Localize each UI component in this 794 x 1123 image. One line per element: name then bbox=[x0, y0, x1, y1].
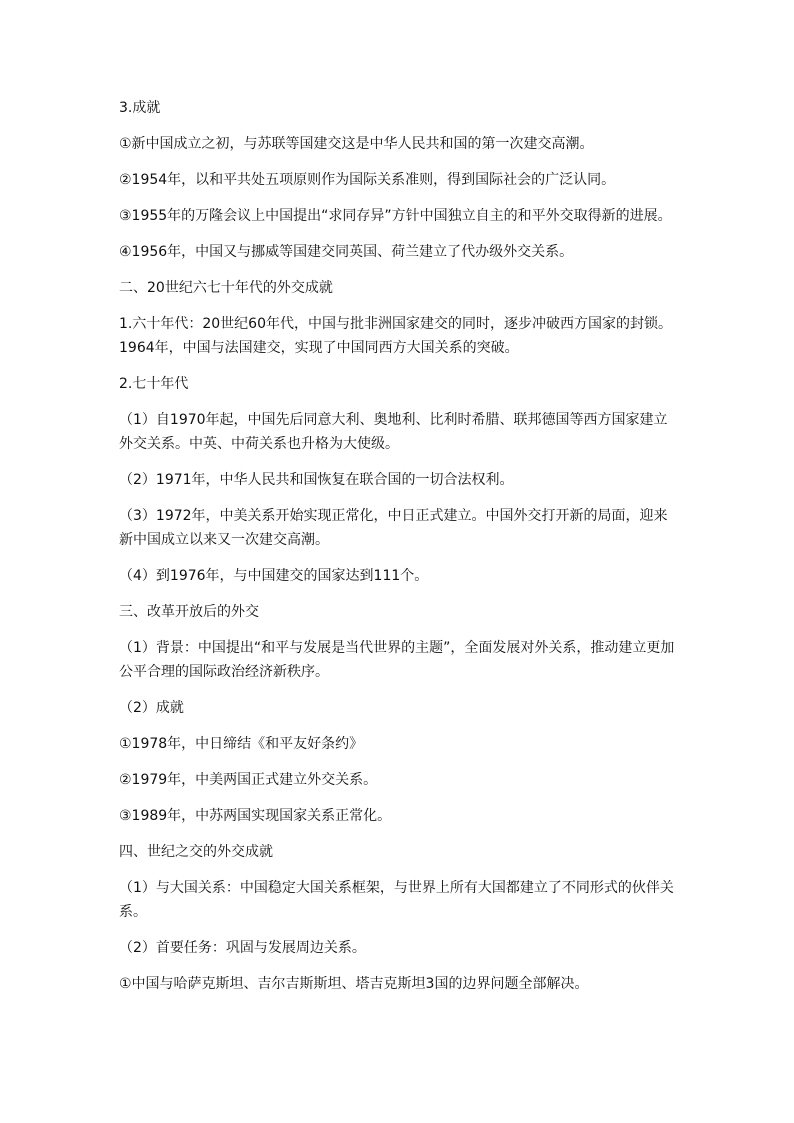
paragraph: ①新中国成立之初，与苏联等国建交这是中华人民共和国的第一次建交高潮。 bbox=[119, 136, 594, 152]
paragraph: （2）首要任务：巩固与发展周边关系。 bbox=[119, 940, 366, 956]
paragraph: ②1954年，以和平共处五项原则作为国际关系准则，得到国际社会的广泛认同。 bbox=[119, 172, 616, 188]
section-heading: 三、改革开放后的外交 bbox=[119, 604, 259, 620]
paragraph: （1）与大国关系：中国稳定大国关系框架，与世界上所有大国都建立了不同形式的伙伴关系。 bbox=[119, 880, 674, 920]
paragraph: （2）1971年，中华人民共和国恢复在联合国的一切合法权利。 bbox=[119, 472, 514, 488]
paragraph: 1.六十年代：20世纪60年代，中国与批非洲国家建交的同时，逐步冲破西方国家的封锁。1964年，中国与法国建交，实现了中国同西方大国关系的突破。 bbox=[119, 316, 672, 356]
paragraph: （4）到1976年，与中国建交的国家达到111个。 bbox=[119, 568, 429, 584]
section-heading: （2）成就 bbox=[119, 700, 184, 716]
paragraph: ③1989年，中苏两国实现国家关系正常化。 bbox=[119, 808, 392, 824]
section-heading: 二、20世纪六七十年代的外交成就 bbox=[119, 280, 333, 296]
paragraph: ③1955年的万隆会议上中国提出“求同存异”方针中国独立自主的和平外交取得新的进展。 bbox=[119, 208, 672, 224]
paragraph: ②1979年，中美两国正式建立外交关系。 bbox=[119, 772, 378, 788]
section-heading: 2.七十年代 bbox=[119, 376, 189, 392]
paragraph: （3）1972年，中美关系开始实现正常化，中日正式建立。中国外交打开新的局面，迎来新中国成立以来又一次建交高潮。 bbox=[119, 508, 668, 548]
section-heading: 四、世纪之交的外交成就 bbox=[119, 844, 273, 860]
paragraph: ①1978年，中日缔结《和平友好条约》 bbox=[119, 736, 364, 752]
paragraph: （1）背景：中国提出“和平与发展是当代世界的主题”，全面发展对外关系，推动建立更加公平合理的国际政治经济新秩序。 bbox=[119, 640, 675, 680]
paragraph: ④1956年，中国又与挪威等国建交同英国、荷兰建立了代办级外交关系。 bbox=[119, 244, 574, 260]
paragraph: ①中国与哈萨克斯坦、吉尔吉斯斯坦、塔吉克斯坦3国的边界问题全部解决。 bbox=[119, 976, 589, 992]
paragraph: （1）自1970年起，中国先后同意大利、奥地利、比利时希腊、联邦德国等西方国家建立外交关系。中英、中荷关系也升格为大使级。 bbox=[119, 412, 668, 452]
document-body bbox=[119, 96, 679, 1008]
section-heading: 3.成就 bbox=[119, 100, 161, 116]
